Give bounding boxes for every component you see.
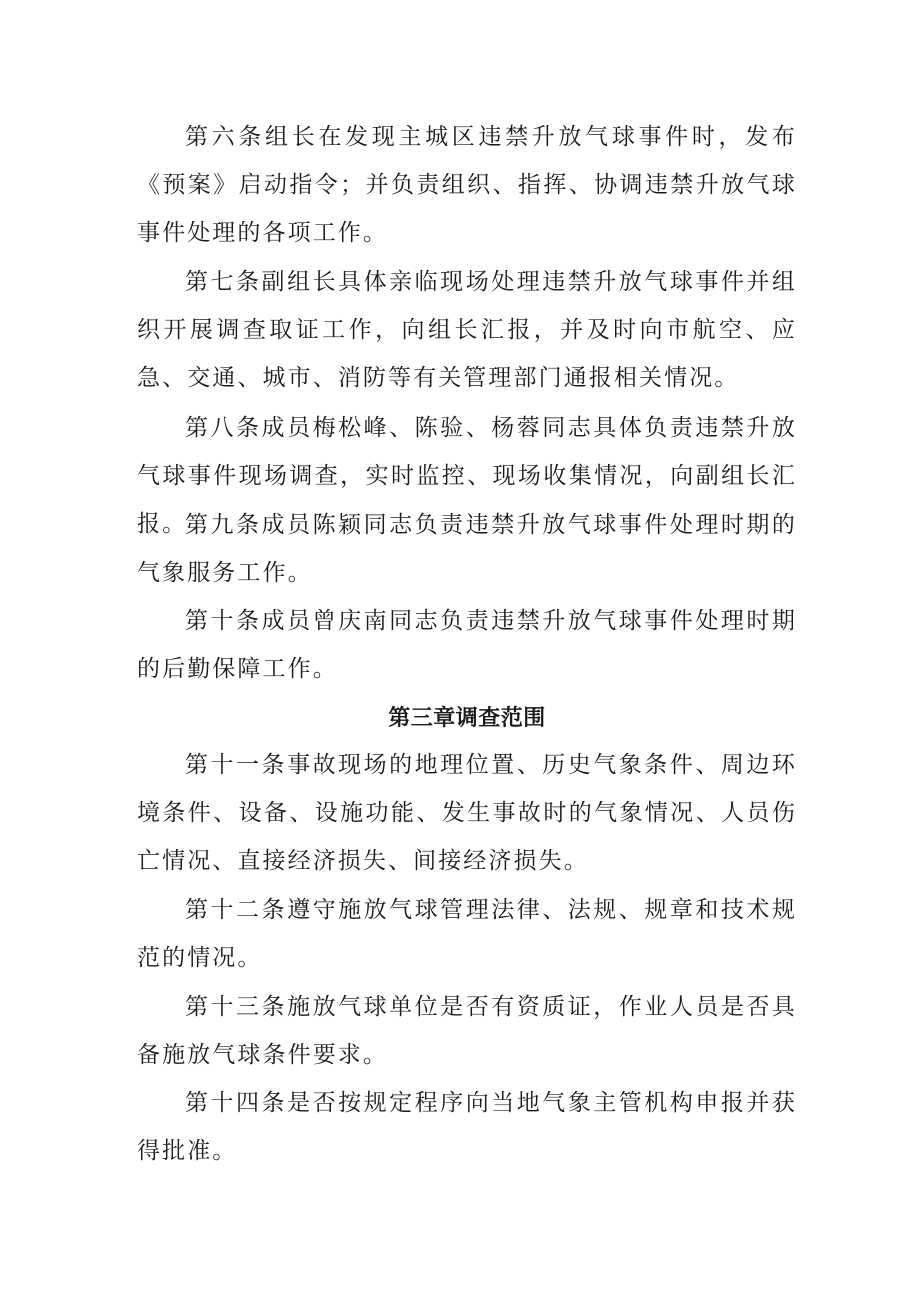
article-13: 第十三条施放气球单位是否有资质证，作业人员是否具备施放气球条件要求。 (137, 994, 797, 1068)
article-8: 第八条成员梅松峰、陈验、杨蓉同志具体负责违禁升放气球事件现场调查，实时监控、现场收集情况，向副组长汇报。 (137, 415, 797, 537)
chapter-heading: 第三章调查范围 (388, 706, 546, 731)
article-10: 第十条成员曾庆南同志负责违禁升放气球事件处理时期的后勤保障工作。 (137, 608, 797, 682)
article-7: 第七条副组长具体亲临现场处理违禁升放气球事件并组织开展调查取证工作，向组长汇报，并及时向市航空、应急、交通、城市、消防等有关管理部门通报相关情况。 (137, 269, 797, 391)
article-12: 第十二条遵守施放气球管理法律、法规、规章和技术规范的情况。 (137, 897, 797, 971)
article-11: 第十一条事故现场的地理位置、历史气象条件、周边环境条件、设备、设施功能、发生事故时的气象情况、人员伤亡情况、直接经济损失、间接经济损失。 (137, 752, 797, 874)
article-9: 第九条成员陈颖同志负责违禁升放气球事件处理时期的气象服务工作。 (137, 512, 797, 586)
article-14: 第十四条是否按规定程序向当地气象主管机构申报并获得批准。 (137, 1090, 797, 1164)
article-6: 第六条组长在发现主城区违禁升放气球事件时，发布《预案》启动指令；并负责组织、指挥、协调违禁升放气球事件处理的各项工作。 (137, 124, 797, 246)
